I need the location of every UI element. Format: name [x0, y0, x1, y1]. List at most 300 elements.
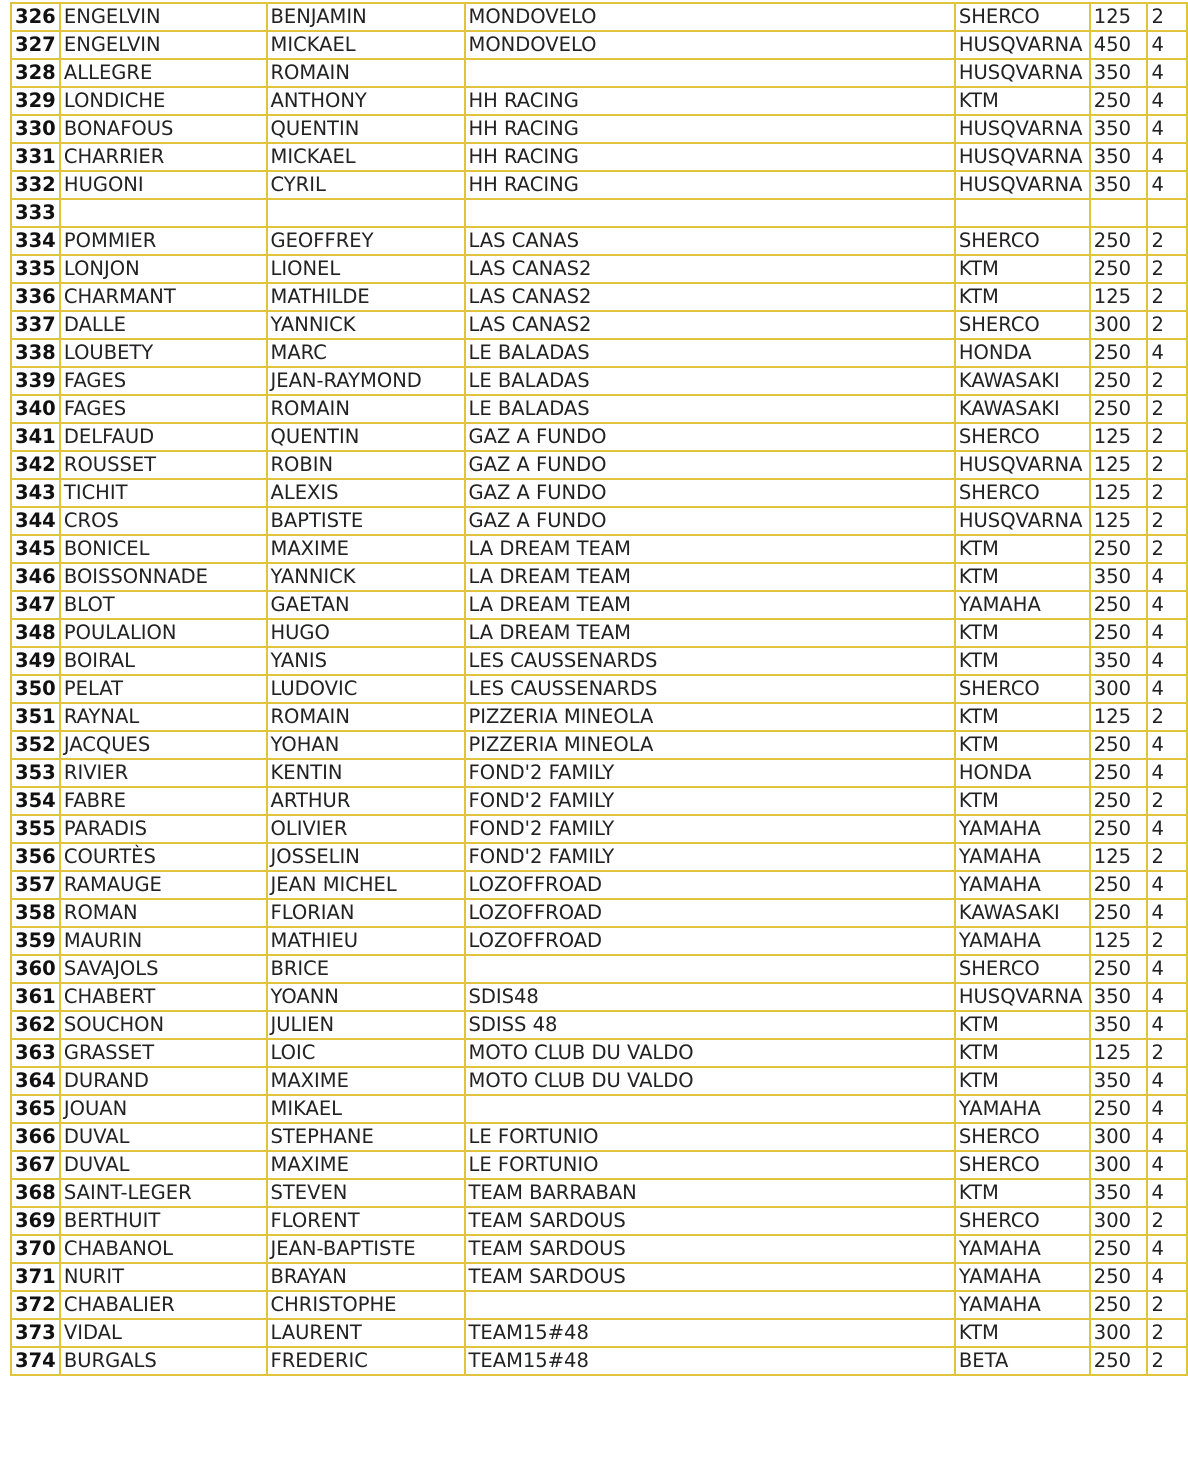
bike-brand: HUSQVARNA	[955, 31, 1090, 59]
rider-first-name: BENJAMIN	[267, 3, 465, 31]
rider-first-name: MIKAEL	[267, 1095, 465, 1123]
table-row	[11, 1151, 1187, 1179]
bike-brand: SHERCO	[955, 1123, 1090, 1151]
team-name: MONDOVELO	[465, 3, 955, 31]
bike-brand: SHERCO	[955, 479, 1090, 507]
engine-stroke: 2	[1147, 367, 1187, 395]
rider-first-name: JULIEN	[267, 1011, 465, 1039]
table-row	[11, 199, 1187, 227]
team-name: LA DREAM TEAM	[465, 591, 955, 619]
engine-stroke: 4	[1147, 339, 1187, 367]
engine-stroke: 2	[1147, 1319, 1187, 1347]
engine-stroke: 4	[1147, 1151, 1187, 1179]
rider-last-name: JACQUES	[60, 731, 267, 759]
engine-stroke: 2	[1147, 283, 1187, 311]
team-name: PIZZERIA MINEOLA	[465, 703, 955, 731]
team-name: LA DREAM TEAM	[465, 619, 955, 647]
bike-brand: HUSQVARNA	[955, 983, 1090, 1011]
table-row	[11, 815, 1187, 843]
rider-first-name: FLORENT	[267, 1207, 465, 1235]
team-name: LOZOFFROAD	[465, 899, 955, 927]
engine-displacement: 250	[1090, 255, 1148, 283]
table-row	[11, 787, 1187, 815]
rider-last-name: ENGELVIN	[60, 3, 267, 31]
table-row	[11, 479, 1187, 507]
engine-stroke: 4	[1147, 871, 1187, 899]
rider-number: 333	[11, 199, 60, 227]
rider-number: 331	[11, 143, 60, 171]
rider-last-name: BONAFOUS	[60, 115, 267, 143]
rider-last-name: COURTÈS	[60, 843, 267, 871]
rider-first-name: FREDERIC	[267, 1347, 465, 1375]
rider-first-name: ALEXIS	[267, 479, 465, 507]
bike-brand: YAMAHA	[955, 1291, 1090, 1319]
team-name: HH RACING	[465, 87, 955, 115]
engine-stroke: 2	[1147, 1039, 1187, 1067]
bike-brand: KAWASAKI	[955, 899, 1090, 927]
engine-displacement: 250	[1090, 955, 1148, 983]
rider-last-name: ROMAN	[60, 899, 267, 927]
engine-displacement: 450	[1090, 31, 1148, 59]
engine-displacement: 350	[1090, 59, 1148, 87]
rider-number: 357	[11, 871, 60, 899]
engine-stroke: 4	[1147, 619, 1187, 647]
rider-last-name: CHARMANT	[60, 283, 267, 311]
bike-brand: KTM	[955, 535, 1090, 563]
bike-brand: KAWASAKI	[955, 367, 1090, 395]
rider-first-name: JOSSELIN	[267, 843, 465, 871]
bike-brand: HUSQVARNA	[955, 507, 1090, 535]
rider-last-name: DELFAUD	[60, 423, 267, 451]
rider-first-name: JEAN MICHEL	[267, 871, 465, 899]
rider-first-name: MICKAEL	[267, 143, 465, 171]
rider-number: 327	[11, 31, 60, 59]
rider-number: 370	[11, 1235, 60, 1263]
table-row	[11, 675, 1187, 703]
team-name: LE BALADAS	[465, 339, 955, 367]
rider-first-name: ROBIN	[267, 451, 465, 479]
rider-first-name: OLIVIER	[267, 815, 465, 843]
bike-brand: KTM	[955, 1067, 1090, 1095]
rider-first-name: BRAYAN	[267, 1263, 465, 1291]
team-name: GAZ A FUNDO	[465, 423, 955, 451]
rider-last-name: PARADIS	[60, 815, 267, 843]
table-row	[11, 255, 1187, 283]
table-row	[11, 283, 1187, 311]
team-name: FOND'2 FAMILY	[465, 843, 955, 871]
table-row	[11, 1067, 1187, 1095]
rider-number: 334	[11, 227, 60, 255]
table-row	[11, 591, 1187, 619]
engine-stroke: 2	[1147, 1207, 1187, 1235]
engine-stroke: 4	[1147, 759, 1187, 787]
bike-brand: SHERCO	[955, 3, 1090, 31]
rider-last-name: BONICEL	[60, 535, 267, 563]
engine-stroke: 4	[1147, 675, 1187, 703]
engine-stroke: 4	[1147, 591, 1187, 619]
engine-displacement: 350	[1090, 1067, 1148, 1095]
engine-stroke: 4	[1147, 59, 1187, 87]
bike-brand: KTM	[955, 1179, 1090, 1207]
rider-first-name: STEPHANE	[267, 1123, 465, 1151]
table-row	[11, 3, 1187, 31]
table-row	[11, 955, 1187, 983]
engine-displacement: 300	[1090, 1151, 1148, 1179]
engine-stroke: 4	[1147, 899, 1187, 927]
engine-displacement: 350	[1090, 115, 1148, 143]
rider-first-name: MATHILDE	[267, 283, 465, 311]
table-row	[11, 983, 1187, 1011]
table-row	[11, 31, 1187, 59]
rider-number: 348	[11, 619, 60, 647]
rider-first-name: YOHAN	[267, 731, 465, 759]
rider-number: 372	[11, 1291, 60, 1319]
rider-last-name: RAYNAL	[60, 703, 267, 731]
rider-first-name: YANNICK	[267, 311, 465, 339]
team-name: LES CAUSSENARDS	[465, 675, 955, 703]
bike-brand: YAMAHA	[955, 815, 1090, 843]
rider-number: 373	[11, 1319, 60, 1347]
rider-first-name: YOANN	[267, 983, 465, 1011]
engine-stroke: 2	[1147, 395, 1187, 423]
table-row	[11, 115, 1187, 143]
rider-number: 343	[11, 479, 60, 507]
engine-stroke: 2	[1147, 1291, 1187, 1319]
rider-last-name: ENGELVIN	[60, 31, 267, 59]
table-row	[11, 59, 1187, 87]
team-name: LAS CANAS2	[465, 283, 955, 311]
rider-last-name: ALLEGRE	[60, 59, 267, 87]
engine-displacement: 250	[1090, 1095, 1148, 1123]
team-name: LE FORTUNIO	[465, 1123, 955, 1151]
team-name: FOND'2 FAMILY	[465, 815, 955, 843]
rider-number: 365	[11, 1095, 60, 1123]
rider-number: 332	[11, 171, 60, 199]
rider-first-name: YANNICK	[267, 563, 465, 591]
rider-last-name: TICHIT	[60, 479, 267, 507]
engine-stroke: 2	[1147, 451, 1187, 479]
rider-last-name: POULALION	[60, 619, 267, 647]
rider-first-name: MAXIME	[267, 1067, 465, 1095]
rider-first-name: HUGO	[267, 619, 465, 647]
bike-brand: BETA	[955, 1347, 1090, 1375]
team-name: GAZ A FUNDO	[465, 451, 955, 479]
rider-first-name: GEOFFREY	[267, 227, 465, 255]
bike-brand: KTM	[955, 647, 1090, 675]
rider-last-name: JOUAN	[60, 1095, 267, 1123]
bike-brand: KTM	[955, 787, 1090, 815]
rider-first-name: KENTIN	[267, 759, 465, 787]
engine-displacement: 250	[1090, 339, 1148, 367]
engine-displacement: 350	[1090, 1011, 1148, 1039]
table-row	[11, 1347, 1187, 1375]
rider-number: 328	[11, 59, 60, 87]
table-row	[11, 899, 1187, 927]
bike-brand: KTM	[955, 1039, 1090, 1067]
engine-displacement: 125	[1090, 3, 1148, 31]
table-row	[11, 311, 1187, 339]
engine-displacement: 250	[1090, 367, 1148, 395]
rider-first-name: CHRISTOPHE	[267, 1291, 465, 1319]
bike-brand: HUSQVARNA	[955, 171, 1090, 199]
engine-displacement: 250	[1090, 395, 1148, 423]
rider-number: 349	[11, 647, 60, 675]
engine-displacement: 300	[1090, 1123, 1148, 1151]
engine-stroke	[1147, 199, 1187, 227]
bike-brand: SHERCO	[955, 227, 1090, 255]
rider-last-name: DALLE	[60, 311, 267, 339]
rider-last-name: RAMAUGE	[60, 871, 267, 899]
rider-first-name: BRICE	[267, 955, 465, 983]
engine-stroke: 2	[1147, 311, 1187, 339]
engine-stroke: 4	[1147, 1011, 1187, 1039]
rider-last-name: HUGONI	[60, 171, 267, 199]
rider-number: 360	[11, 955, 60, 983]
rider-last-name: LONJON	[60, 255, 267, 283]
rider-number: 345	[11, 535, 60, 563]
rider-last-name: BOISSONNADE	[60, 563, 267, 591]
team-name: LE BALADAS	[465, 367, 955, 395]
rider-first-name: ANTHONY	[267, 87, 465, 115]
rider-number: 355	[11, 815, 60, 843]
engine-stroke: 4	[1147, 1067, 1187, 1095]
bike-brand: KTM	[955, 255, 1090, 283]
rider-number: 336	[11, 283, 60, 311]
entry-list-table	[10, 2, 1188, 1376]
rider-number: 340	[11, 395, 60, 423]
rider-first-name: BAPTISTE	[267, 507, 465, 535]
rider-number: 362	[11, 1011, 60, 1039]
team-name	[465, 1095, 955, 1123]
rider-last-name: ROUSSET	[60, 451, 267, 479]
rider-last-name: CHARRIER	[60, 143, 267, 171]
engine-displacement: 125	[1090, 927, 1148, 955]
engine-displacement: 250	[1090, 227, 1148, 255]
rider-number: 337	[11, 311, 60, 339]
rider-first-name: ROMAIN	[267, 395, 465, 423]
table-row	[11, 1011, 1187, 1039]
bike-brand: YAMAHA	[955, 1095, 1090, 1123]
engine-stroke: 2	[1147, 703, 1187, 731]
engine-displacement: 125	[1090, 843, 1148, 871]
rider-last-name: VIDAL	[60, 1319, 267, 1347]
entry-list-container	[10, 2, 1188, 1376]
rider-first-name: YANIS	[267, 647, 465, 675]
table-row	[11, 1123, 1187, 1151]
table-row	[11, 563, 1187, 591]
bike-brand: HONDA	[955, 759, 1090, 787]
table-row	[11, 423, 1187, 451]
rider-number: 358	[11, 899, 60, 927]
engine-stroke: 4	[1147, 31, 1187, 59]
engine-displacement: 350	[1090, 563, 1148, 591]
rider-first-name: CYRIL	[267, 171, 465, 199]
engine-stroke: 4	[1147, 1095, 1187, 1123]
team-name: TEAM15#48	[465, 1319, 955, 1347]
engine-displacement: 125	[1090, 703, 1148, 731]
engine-displacement: 250	[1090, 87, 1148, 115]
bike-brand: KTM	[955, 731, 1090, 759]
engine-displacement: 250	[1090, 591, 1148, 619]
team-name: GAZ A FUNDO	[465, 507, 955, 535]
team-name: HH RACING	[465, 143, 955, 171]
engine-displacement: 250	[1090, 815, 1148, 843]
rider-last-name: DURAND	[60, 1067, 267, 1095]
bike-brand: SHERCO	[955, 1207, 1090, 1235]
table-row	[11, 1207, 1187, 1235]
rider-number: 347	[11, 591, 60, 619]
engine-displacement: 250	[1090, 759, 1148, 787]
rider-last-name: FAGES	[60, 367, 267, 395]
engine-displacement: 125	[1090, 283, 1148, 311]
rider-first-name: MAXIME	[267, 535, 465, 563]
bike-brand: HUSQVARNA	[955, 115, 1090, 143]
bike-brand: SHERCO	[955, 675, 1090, 703]
engine-stroke: 2	[1147, 1347, 1187, 1375]
table-row	[11, 171, 1187, 199]
table-row	[11, 843, 1187, 871]
rider-number: 338	[11, 339, 60, 367]
engine-stroke: 4	[1147, 983, 1187, 1011]
team-name: LA DREAM TEAM	[465, 563, 955, 591]
bike-brand: KTM	[955, 1319, 1090, 1347]
rider-last-name: BERTHUIT	[60, 1207, 267, 1235]
team-name: TEAM SARDOUS	[465, 1263, 955, 1291]
table-row	[11, 703, 1187, 731]
rider-number: 371	[11, 1263, 60, 1291]
rider-last-name: FAGES	[60, 395, 267, 423]
bike-brand: YAMAHA	[955, 591, 1090, 619]
engine-stroke: 4	[1147, 563, 1187, 591]
engine-displacement: 350	[1090, 983, 1148, 1011]
table-row	[11, 87, 1187, 115]
engine-displacement: 250	[1090, 731, 1148, 759]
engine-displacement: 250	[1090, 899, 1148, 927]
engine-stroke: 4	[1147, 955, 1187, 983]
bike-brand: KTM	[955, 619, 1090, 647]
rider-first-name: LOIC	[267, 1039, 465, 1067]
engine-stroke: 4	[1147, 143, 1187, 171]
engine-stroke: 4	[1147, 1263, 1187, 1291]
engine-stroke: 4	[1147, 1179, 1187, 1207]
engine-displacement: 250	[1090, 787, 1148, 815]
bike-brand: HUSQVARNA	[955, 143, 1090, 171]
table-row	[11, 647, 1187, 675]
rider-first-name: FLORIAN	[267, 899, 465, 927]
team-name: MOTO CLUB DU VALDO	[465, 1039, 955, 1067]
team-name: SDIS48	[465, 983, 955, 1011]
rider-last-name	[60, 199, 267, 227]
table-row	[11, 1319, 1187, 1347]
engine-stroke: 2	[1147, 479, 1187, 507]
table-row	[11, 759, 1187, 787]
rider-last-name: BOIRAL	[60, 647, 267, 675]
rider-number: 330	[11, 115, 60, 143]
rider-first-name: LUDOVIC	[267, 675, 465, 703]
team-name: TEAM SARDOUS	[465, 1207, 955, 1235]
engine-stroke: 2	[1147, 423, 1187, 451]
engine-stroke: 2	[1147, 535, 1187, 563]
engine-stroke: 2	[1147, 3, 1187, 31]
engine-displacement: 350	[1090, 143, 1148, 171]
engine-displacement: 125	[1090, 1039, 1148, 1067]
bike-brand: SHERCO	[955, 423, 1090, 451]
rider-first-name: LAURENT	[267, 1319, 465, 1347]
team-name: HH RACING	[465, 171, 955, 199]
engine-displacement: 250	[1090, 535, 1148, 563]
rider-last-name: SAVAJOLS	[60, 955, 267, 983]
rider-first-name: QUENTIN	[267, 115, 465, 143]
table-row	[11, 395, 1187, 423]
rider-first-name: ARTHUR	[267, 787, 465, 815]
table-row	[11, 927, 1187, 955]
rider-first-name: LIONEL	[267, 255, 465, 283]
bike-brand: KTM	[955, 87, 1090, 115]
engine-displacement: 300	[1090, 311, 1148, 339]
rider-number: 356	[11, 843, 60, 871]
rider-last-name: FABRE	[60, 787, 267, 815]
rider-number: 339	[11, 367, 60, 395]
rider-last-name: RIVIER	[60, 759, 267, 787]
engine-stroke: 4	[1147, 1235, 1187, 1263]
team-name: TEAM15#48	[465, 1347, 955, 1375]
bike-brand: SHERCO	[955, 1151, 1090, 1179]
rider-number: 353	[11, 759, 60, 787]
rider-number: 367	[11, 1151, 60, 1179]
rider-number: 326	[11, 3, 60, 31]
table-row	[11, 1179, 1187, 1207]
rider-first-name: QUENTIN	[267, 423, 465, 451]
rider-number: 352	[11, 731, 60, 759]
rider-last-name: SAINT-LEGER	[60, 1179, 267, 1207]
engine-stroke: 2	[1147, 843, 1187, 871]
engine-stroke: 2	[1147, 255, 1187, 283]
team-name	[465, 955, 955, 983]
bike-brand: KTM	[955, 283, 1090, 311]
rider-last-name: CHABALIER	[60, 1291, 267, 1319]
team-name: LES CAUSSENARDS	[465, 647, 955, 675]
rider-last-name: BLOT	[60, 591, 267, 619]
rider-number: 366	[11, 1123, 60, 1151]
rider-first-name	[267, 199, 465, 227]
rider-number: 350	[11, 675, 60, 703]
engine-stroke: 4	[1147, 815, 1187, 843]
rider-number: 368	[11, 1179, 60, 1207]
team-name: LAS CANAS2	[465, 311, 955, 339]
engine-displacement: 125	[1090, 479, 1148, 507]
engine-displacement	[1090, 199, 1148, 227]
bike-brand: YAMAHA	[955, 843, 1090, 871]
rider-number: 335	[11, 255, 60, 283]
team-name: FOND'2 FAMILY	[465, 787, 955, 815]
rider-first-name: MARC	[267, 339, 465, 367]
team-name: LAS CANAS	[465, 227, 955, 255]
bike-brand: HONDA	[955, 339, 1090, 367]
bike-brand: KTM	[955, 563, 1090, 591]
entry-list-body	[11, 3, 1187, 1375]
engine-stroke: 4	[1147, 1123, 1187, 1151]
engine-stroke: 4	[1147, 87, 1187, 115]
rider-number: 359	[11, 927, 60, 955]
table-row	[11, 1263, 1187, 1291]
engine-stroke: 2	[1147, 507, 1187, 535]
bike-brand: SHERCO	[955, 955, 1090, 983]
rider-first-name: GAETAN	[267, 591, 465, 619]
engine-displacement: 300	[1090, 1207, 1148, 1235]
team-name	[465, 199, 955, 227]
rider-number: 351	[11, 703, 60, 731]
table-row	[11, 1291, 1187, 1319]
